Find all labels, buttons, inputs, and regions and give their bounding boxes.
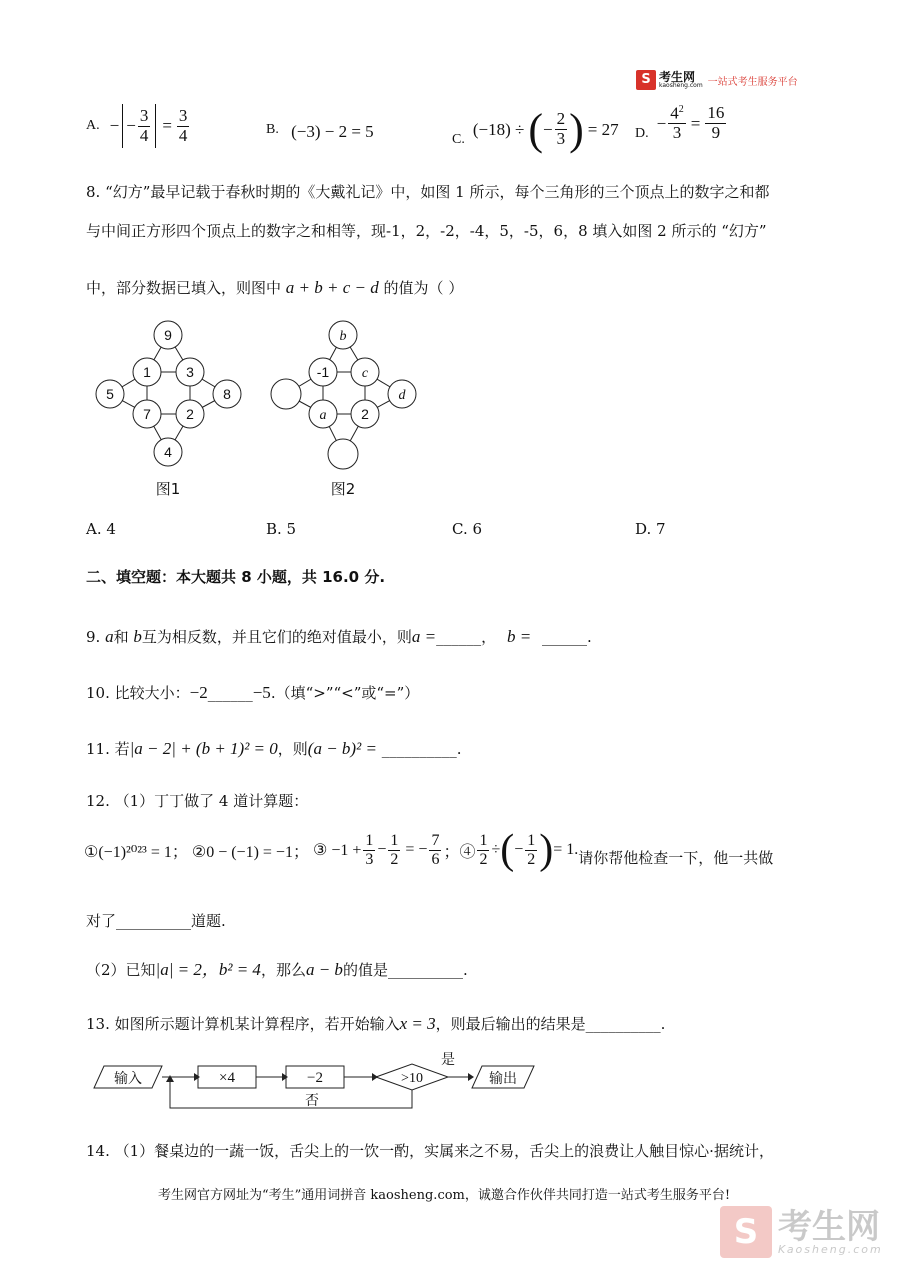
- fig2-node-left: [271, 379, 301, 409]
- option-math: (−3) − 2 = 5: [291, 122, 374, 141]
- minus-sign: −: [514, 841, 524, 858]
- math-right: = 27: [587, 119, 619, 139]
- denominator: 2: [479, 850, 488, 868]
- equals: =: [690, 113, 701, 133]
- fig2-label-tl: -1: [316, 364, 330, 380]
- q9-text: 互为相反数，并且它们的绝对值最小，则: [141, 628, 412, 646]
- fraction: [477, 832, 489, 868]
- denominator: 3: [365, 850, 374, 868]
- fig2-caption: 图2: [330, 480, 356, 498]
- q8-option-b: B. 5: [266, 520, 297, 538]
- q8-option-a: A. 4: [86, 520, 116, 538]
- q12-item-1: ①(−1)²⁰²³ = 1；: [84, 843, 188, 861]
- q12-item-4-end: = 1.: [553, 841, 579, 858]
- minus-sign: −: [126, 116, 136, 135]
- flow-yes-label: 是: [441, 1052, 455, 1068]
- q8-line3-pre: 中，部分数据已填入，则图中: [86, 279, 282, 297]
- flow-step2-label: −2: [307, 1070, 323, 1086]
- q10-blank[interactable]: ______: [207, 684, 253, 702]
- watermark: [720, 1206, 883, 1258]
- q11: [86, 738, 461, 759]
- fig1-label-top: 9: [164, 327, 172, 343]
- denominator: 6: [431, 850, 440, 868]
- arrowhead: [372, 1073, 378, 1081]
- q12-part2-condition: |a| = 2，b² = 4: [155, 960, 261, 979]
- fig2-label-br: 2: [361, 406, 369, 422]
- logo-domain: kaosheng.com: [659, 82, 703, 89]
- option-label: B.: [266, 122, 279, 137]
- denominator: 3: [672, 123, 682, 143]
- flow-cond-label: >10: [401, 1071, 423, 1086]
- fig1-label-left: 5: [106, 386, 114, 402]
- paren-close: ): [539, 827, 554, 873]
- q7-option-c: [452, 104, 619, 155]
- q9: [86, 626, 592, 647]
- q8-line3-post: 的值为（ ）: [383, 279, 464, 297]
- paren-open: (: [500, 827, 515, 873]
- fraction: [138, 107, 151, 145]
- q7-option-a: [86, 104, 191, 148]
- fig2-node-bottom: [328, 439, 358, 469]
- watermark-logo-icon: S: [720, 1206, 772, 1258]
- flow-loop-back: [170, 1079, 412, 1108]
- header-logo[interactable]: [636, 70, 798, 90]
- q11-condition: |a − 2| + (b + 1)² = 0: [129, 739, 278, 758]
- denominator: 3: [556, 129, 566, 148]
- q8-line3: [86, 277, 463, 298]
- abs-bar: [122, 104, 123, 148]
- q12-part2: [86, 955, 468, 980]
- fig1-label-tr: 3: [186, 364, 194, 380]
- q9-blank-2[interactable]: ______.: [541, 628, 592, 646]
- option-label: C.: [452, 131, 465, 147]
- denominator: 4: [139, 125, 149, 145]
- fraction: [525, 832, 537, 868]
- numerator: 3: [178, 105, 188, 125]
- logo-name: 考生网: [659, 70, 696, 84]
- q9-separator: ，: [481, 628, 497, 646]
- fig1-label-bottom: 4: [164, 444, 172, 460]
- q12-part2-suffix: 的值是__________.: [342, 961, 468, 979]
- flowchart: [90, 1052, 550, 1112]
- b-equals: b =: [506, 627, 532, 646]
- q10-lhs: −2: [189, 683, 208, 702]
- a-equals: a =: [411, 627, 437, 646]
- equals: = −: [405, 841, 428, 858]
- denominator: 2: [390, 850, 399, 868]
- arrowhead: [194, 1073, 200, 1081]
- q10: [86, 682, 419, 703]
- fig1-label-br: 2: [186, 406, 194, 422]
- var-b: b: [133, 627, 142, 646]
- q12-part2-mid: ，那么: [260, 961, 306, 979]
- q8-option-c: C. 6: [452, 520, 483, 538]
- q13: [86, 1013, 665, 1034]
- flow-input-label: 输入: [114, 1071, 142, 1087]
- numerator: 16: [707, 103, 725, 123]
- logo-mark-icon: S: [636, 70, 656, 90]
- numerator: 1: [390, 831, 399, 849]
- q9-number: 9.: [86, 628, 101, 646]
- q12-item-3-end: ；④: [443, 843, 476, 861]
- q10-prefix: 10. 比较大小：: [86, 684, 190, 702]
- numerator: 1: [479, 831, 488, 849]
- numerator: 1: [365, 831, 374, 849]
- q8-line2: 与中间正方形四个顶点上的数字之和相等，现-1，2，-2，-4，5，-5，6，8 填入如图 2 所示的 “幻方”: [86, 222, 767, 240]
- flow-no-label: 否: [305, 1093, 319, 1109]
- var-a: a: [105, 627, 114, 646]
- q8-expression: a + b + c − d: [285, 278, 379, 297]
- q12-line3: 对了__________道题.: [86, 912, 226, 930]
- q12-item-3-pre: ③ −1 +: [312, 842, 362, 859]
- q11-prefix: 11. 若: [86, 740, 130, 758]
- header-slogan: 一站式考生服务平台: [707, 76, 798, 88]
- q12-item-2: ②0 − (−1) = −1；: [191, 843, 309, 861]
- base: 4: [670, 103, 679, 123]
- q12-tail: 请你帮他检查一下，他一共做: [578, 848, 774, 867]
- q12-line1: 12. （1）丁丁做了 4 道计算题：: [86, 792, 309, 810]
- fraction: [388, 832, 400, 868]
- q13-suffix: ，则最后输出的结果是__________.: [435, 1015, 666, 1033]
- paren-open: (: [528, 105, 543, 154]
- equals: =: [162, 116, 172, 135]
- q11-target: (a − b)² =: [307, 739, 377, 758]
- fraction: [705, 104, 726, 142]
- numerator: [668, 104, 686, 124]
- fraction: [555, 110, 568, 148]
- fig2-lines: [286, 335, 402, 454]
- numerator: 1: [527, 831, 536, 849]
- minus-sign: −: [543, 119, 553, 139]
- arrowhead: [468, 1073, 474, 1081]
- fig2-label-tr: c: [361, 366, 369, 381]
- q7-option-b: [266, 122, 374, 142]
- denominator: 4: [178, 125, 188, 145]
- fig2-label-right: d: [398, 388, 406, 403]
- q13-prefix: 13. 如图所示题计算机某计算程序，若开始输入: [86, 1015, 400, 1033]
- fig1-lines: [110, 335, 227, 452]
- abs-bar: [155, 104, 156, 148]
- q12-part2-prefix: （2）已知: [86, 961, 156, 979]
- neg-sign: −: [656, 113, 667, 133]
- fraction: [177, 107, 190, 145]
- q10-suffix: .（填“>”“<”或“=”）: [270, 684, 420, 702]
- fraction: [668, 104, 686, 143]
- fig1-caption: 图1: [155, 480, 181, 498]
- exponent: 2: [678, 104, 684, 115]
- magic-square-figures: [90, 318, 430, 503]
- fig2-label-bl: a: [319, 408, 327, 423]
- q9-blank-1[interactable]: ______: [436, 628, 482, 646]
- option-label: A.: [86, 118, 100, 133]
- arrowhead: [166, 1075, 174, 1082]
- q8-option-d: D. 7: [635, 520, 666, 538]
- q11-mid: ，则: [277, 740, 308, 758]
- q7-option-d: [635, 104, 728, 143]
- fraction: [429, 832, 441, 868]
- numerator: 2: [556, 109, 566, 129]
- fig1-label-right: 8: [223, 386, 231, 402]
- option-label: D.: [635, 125, 649, 141]
- q9-and: 和: [113, 628, 129, 646]
- page-footer: 考生网官方网址为“考生”通用词拼音 kaosheng.com，诚邀合作伙伴共同打造一站式考生服务平台!: [158, 1188, 731, 1203]
- q13-input: x = 3: [399, 1014, 436, 1033]
- denominator: 2: [527, 850, 536, 868]
- fig1-label-bl: 7: [143, 406, 151, 422]
- numerator: 7: [431, 831, 440, 849]
- flow-output-label: 输出: [489, 1071, 517, 1087]
- q8-line1: 8. “幻方”最早记载于春秋时期的《大戴礼记》中，如图 1 所示，每个三角形的三个顶点上的数字之和都: [86, 183, 770, 201]
- denominator: 9: [711, 123, 721, 143]
- arrowhead: [282, 1073, 288, 1081]
- fig2-label-top: b: [339, 329, 347, 344]
- watermark-domain: Kaosheng.com: [778, 1242, 883, 1256]
- neg-sign: −: [109, 116, 120, 135]
- q12-part2-target: a − b: [305, 960, 343, 979]
- q14-line1: 14. （1）餐桌边的一蔬一饭，舌尖上的一饮一酌，实属来之不易，舌尖上的浪费让人触目惊心·据统计，: [86, 1142, 774, 1160]
- q10-rhs: −5: [252, 683, 271, 702]
- numerator: 3: [139, 105, 149, 125]
- q11-blank[interactable]: __________.: [381, 740, 462, 758]
- fig1-label-tl: 1: [143, 364, 151, 380]
- watermark-name: 考生网: [778, 1206, 880, 1247]
- divide-sign: ÷: [491, 841, 501, 858]
- flow-step1-label: ×4: [219, 1070, 235, 1086]
- q12-items: [84, 826, 773, 874]
- section-title: 二、填空题：本大题共 8 小题，共 16.0 分.: [86, 568, 386, 586]
- math-left: (−18) ÷: [472, 119, 525, 139]
- minus-sign: −: [377, 841, 387, 858]
- paren-close: ): [569, 105, 584, 154]
- fraction: [363, 832, 375, 868]
